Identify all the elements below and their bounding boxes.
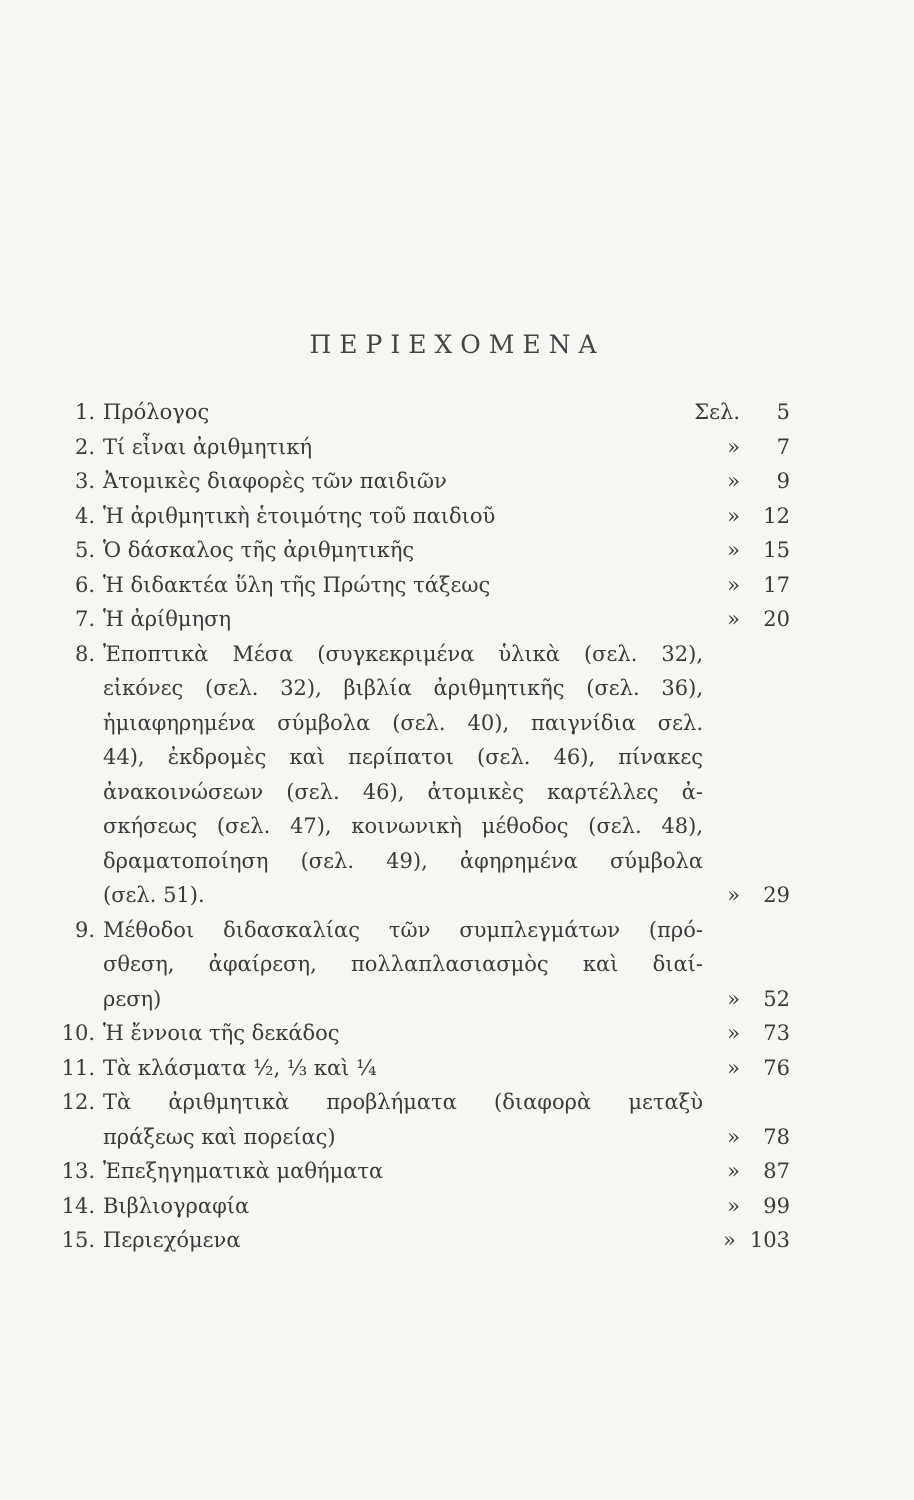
- toc-entry: [55, 1189, 790, 1224]
- toc-entry-number: 2.: [74, 434, 95, 459]
- toc-entry-line: Ἐποπτικὰ Μέσα (συγκεκριμένα ὑλικὰ (σελ. 32),: [103, 641, 703, 666]
- toc-page-prefix: »: [727, 607, 740, 631]
- toc-entry: [55, 1085, 790, 1154]
- toc-page-reference: [727, 568, 790, 603]
- toc-page-reference: [727, 1154, 790, 1189]
- toc-page-number: 12: [763, 503, 790, 528]
- toc-page-reference: [727, 1051, 790, 1086]
- toc-entry-line: (σελ. 51).: [103, 883, 205, 907]
- toc-entry-line: Ὁ δάσκαλος τῆς ἀριθμητικῆς: [103, 538, 415, 562]
- toc-entry-line: ἀνακοινώσεων (σελ. 46), ἀτομικὲς καρτέλλες ἀ-: [103, 779, 703, 804]
- toc-entry-line: σκήσεως (σελ. 47), κοινωνικὴ μέθοδος (σελ. 48),: [103, 814, 703, 838]
- toc-entry: [55, 1016, 790, 1051]
- toc-page-number: 9: [776, 469, 790, 493]
- toc-page-prefix: Σελ.: [694, 400, 740, 424]
- toc-entry-title: [103, 430, 703, 465]
- toc-entry-number: 15.: [61, 1228, 95, 1252]
- toc-entry-line: πράξεως καὶ πορείας): [103, 1124, 336, 1149]
- toc-entry-number: 13.: [61, 1159, 95, 1183]
- toc-page-prefix: »: [727, 883, 740, 907]
- toc-entry-number: 4.: [74, 503, 95, 528]
- toc-entry-line: Τὰ ἀριθμητικὰ προβλήματα (διαφορὰ μεταξὺ: [103, 1090, 703, 1114]
- toc-entry-number: 7.: [74, 607, 95, 631]
- toc-page-prefix: »: [727, 1159, 740, 1183]
- toc-entry-line: Τὰ κλάσματα ½, ⅓ καὶ ¼: [103, 1055, 377, 1080]
- toc-entry-number: 12.: [61, 1090, 95, 1114]
- toc-entry-line: Μέθοδοι διδασκαλίας τῶν συμπλεγμάτων (πρό-: [103, 917, 703, 942]
- toc-entry: [55, 533, 790, 568]
- toc-entry-title: [103, 1085, 703, 1154]
- toc-entry-line: Ἡ ἀριθμητικὴ ἑτοιμότης τοῦ παιδιοῦ: [103, 503, 496, 528]
- toc-entry-line: Πρόλογος: [103, 400, 210, 424]
- toc-entry-title: [103, 395, 703, 430]
- toc-page-prefix: »: [723, 1228, 736, 1252]
- toc-page-reference: [727, 533, 790, 568]
- toc-page-reference: [694, 395, 790, 430]
- toc-page-reference: [727, 1189, 790, 1224]
- page-title: ΠΕΡΙΕΧΟΜΕΝΑ: [309, 330, 605, 359]
- toc-entry-title: [103, 1154, 703, 1189]
- toc-entry-line: Βιβλιογραφία: [103, 1193, 250, 1218]
- toc-entry-title: [103, 1223, 703, 1258]
- toc-entry: [55, 499, 790, 534]
- toc-page-prefix: »: [727, 1124, 740, 1149]
- toc-page-reference: [727, 1120, 790, 1155]
- toc-page-prefix: »: [727, 1021, 740, 1045]
- toc-entry-line: Τί εἶναι ἀριθμητική: [103, 434, 313, 459]
- toc-entry-line: δραματοποίηση (σελ. 49), ἀφηρημένα σύμβολα: [103, 848, 703, 873]
- toc-page-number: 76: [763, 1055, 790, 1080]
- toc-page-number: 73: [763, 1021, 790, 1045]
- toc-entry-line: Ἡ ἀρίθμηση: [103, 607, 232, 631]
- toc-page-reference: [727, 430, 790, 465]
- toc-page-number: 20: [763, 607, 790, 631]
- toc-page-prefix: »: [727, 469, 740, 493]
- toc-entry-line: Ἡ διδακτέα ὕλη τῆς Πρώτης τάξεως: [103, 572, 491, 597]
- toc-page-number: 87: [763, 1159, 790, 1183]
- toc-entry: [55, 637, 790, 913]
- toc-entry-number: 9.: [74, 917, 95, 942]
- toc-entry-number: 10.: [61, 1021, 95, 1045]
- toc-entry: [55, 464, 790, 499]
- toc-entry-line: ἡμιαφηρημένα σύμβολα (σελ. 40), παιγνίδια σελ.: [103, 710, 703, 735]
- toc-entry-number: 1.: [74, 400, 95, 424]
- toc-page-prefix: »: [727, 572, 740, 597]
- toc-entry: [55, 1223, 790, 1258]
- toc-entry-title: [103, 1051, 703, 1086]
- toc-page-reference: [727, 878, 790, 913]
- toc-page-reference: [727, 464, 790, 499]
- toc-page-prefix: »: [727, 1055, 740, 1080]
- toc-page-prefix: »: [727, 1193, 740, 1218]
- toc-entry-line: Ἐπεξηγηματικὰ μαθήματα: [103, 1159, 384, 1183]
- toc-page-reference: [723, 1223, 790, 1258]
- toc-entry-title: [103, 464, 703, 499]
- toc-entry-title: [103, 1189, 703, 1224]
- toc-entry-line: εἰκόνες (σελ. 32), βιβλία ἀριθμητικῆς (σελ. 36),: [103, 676, 703, 700]
- toc-page-number: 78: [763, 1124, 790, 1149]
- toc-page-number: 5: [776, 400, 790, 424]
- toc-entry-line: σθεση, ἀφαίρεση, πολλαπλασιασμὸς καὶ διαί-: [103, 952, 703, 976]
- toc-page-number: 17: [763, 572, 790, 597]
- toc-page-number: 15: [763, 538, 790, 562]
- toc-entry: [55, 913, 790, 1017]
- toc-page-reference: [727, 602, 790, 637]
- toc-entry-line: Ἡ ἔννοια τῆς δεκάδος: [103, 1021, 340, 1045]
- toc-entry: [55, 568, 790, 603]
- toc-entry-line: 44), ἐκδρομὲς καὶ περίπατοι (σελ. 46), πίνακες: [103, 745, 703, 769]
- toc-page-number: 99: [763, 1193, 790, 1218]
- toc-page-number: 103: [749, 1228, 790, 1252]
- toc-entry-line: Περιεχόμενα: [103, 1228, 241, 1252]
- toc-page-number: 7: [776, 434, 790, 459]
- toc-page-prefix: »: [727, 434, 740, 459]
- toc-entry-number: 3.: [74, 469, 95, 493]
- toc-page-number: 29: [763, 883, 790, 907]
- toc-entry-line: Ἀτομικὲς διαφορὲς τῶν παιδιῶν: [103, 469, 447, 493]
- toc-entry-title: [103, 499, 703, 534]
- toc-entry-title: [103, 637, 703, 913]
- toc-entry-number: 5.: [74, 538, 95, 562]
- toc-page-reference: [727, 499, 790, 534]
- toc-entry-title: [103, 602, 703, 637]
- toc-entry: [55, 395, 790, 430]
- toc-entry: [55, 602, 790, 637]
- toc-page-reference: [727, 982, 790, 1017]
- toc-entry-number: 6.: [74, 572, 95, 597]
- toc-entry: [55, 1154, 790, 1189]
- toc-entry-title: [103, 533, 703, 568]
- toc-page-prefix: »: [727, 503, 740, 528]
- toc-entry-title: [103, 568, 703, 603]
- toc-entry-title: [103, 913, 703, 1017]
- toc-page-prefix: »: [727, 538, 740, 562]
- toc-page-number: 52: [763, 986, 790, 1011]
- toc-entry: [55, 430, 790, 465]
- toc-entry: [55, 1051, 790, 1086]
- toc-entry-title: [103, 1016, 703, 1051]
- toc-entry-number: 14.: [61, 1193, 95, 1218]
- table-of-contents: [55, 395, 790, 1258]
- toc-page-prefix: »: [727, 986, 740, 1011]
- toc-entry-number: 8.: [74, 641, 95, 666]
- toc-page-reference: [727, 1016, 790, 1051]
- toc-entry-number: 11.: [61, 1055, 95, 1080]
- toc-entry-line: ρεση): [103, 986, 162, 1011]
